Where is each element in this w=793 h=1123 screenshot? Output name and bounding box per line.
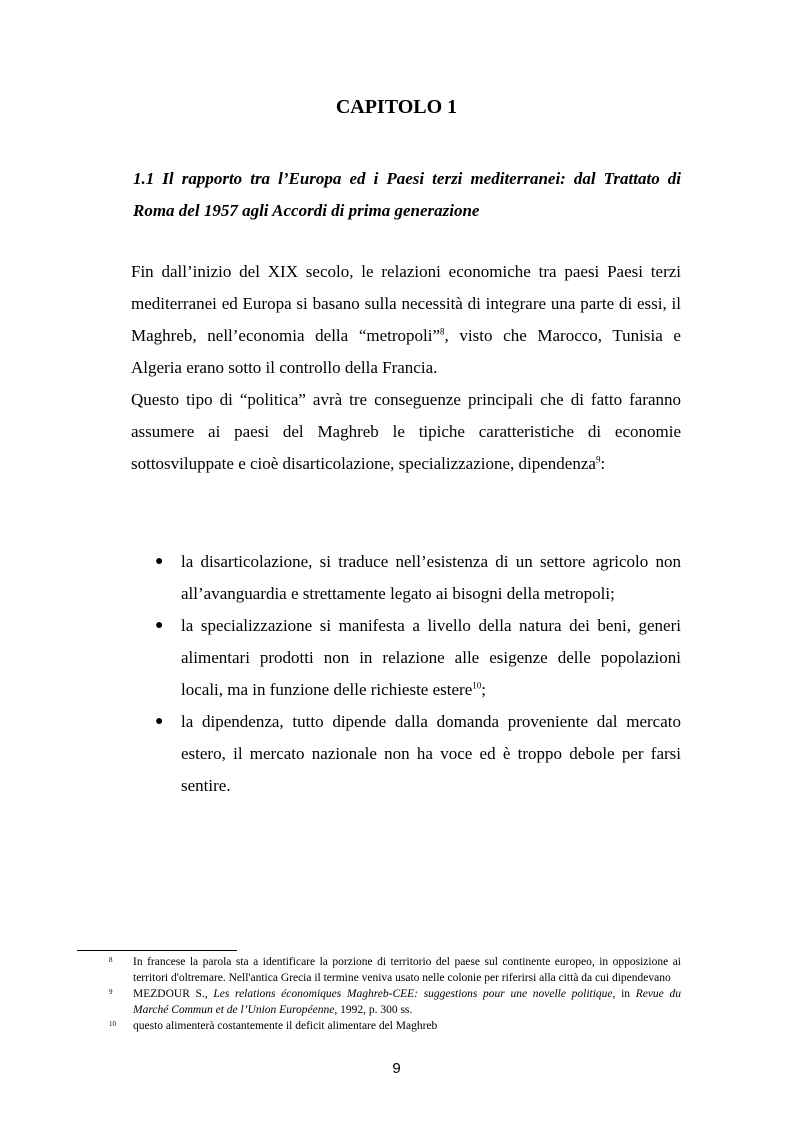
footnote-number: 8 (109, 956, 113, 964)
footnote-ref-8[interactable]: 8 (440, 326, 445, 337)
footnote-ref-9[interactable]: 9 (595, 454, 601, 465)
paragraph-2-text-b: : (600, 454, 606, 473)
footnote-10 (109, 1018, 681, 1034)
footnote-journal: Revue du Marché Commun et de l’Union Européenne (133, 988, 696, 1016)
page-number: 9 (392, 1060, 401, 1077)
footnote-in: in (615, 988, 636, 1000)
body-text (131, 256, 681, 480)
footnote-work-title: Les relations économiques Maghreb-CEE: suggestions pour une novelle politique, (213, 988, 616, 1000)
bullet-icon: ● (155, 618, 164, 633)
bullet-icon: ● (155, 554, 164, 569)
footnote-details: , 1992, p. 300 ss. (334, 1004, 413, 1016)
footnote-number: 10 (109, 1020, 116, 1028)
paragraph-1-text-a: Fin dall’inizio del XIX secolo, le relazioni economiche tra paesi Paesi terzi mediterranei ed Europa si basano sulla necessità di integrare una parte di essi, il Maghreb, nell’economia della “metropoli” (131, 262, 681, 345)
list-item (133, 706, 681, 802)
list-item-text-b: ; (481, 680, 486, 699)
list-item (133, 546, 681, 610)
bullet-icon: ● (155, 714, 164, 729)
footnote-author: MEZDOUR S., (133, 988, 214, 1000)
footnote-8 (109, 954, 681, 986)
paragraph-2 (131, 384, 681, 480)
section-heading: 1.1 Il rapporto tra l’Europa ed i Paesi terzi mediterranei: dal Trattato di Roma del 1957 agli Accordi di prima generazione (133, 169, 681, 220)
footnote-9 (109, 986, 696, 1018)
paragraph-1 (131, 256, 681, 384)
footnote-text: questo alimenterà costantemente il deficit alimentare del Maghreb (133, 1020, 438, 1032)
paragraph-1-text-b: , visto che Marocco, Tunisia e Algeria erano sotto il controllo della Francia. (131, 326, 681, 377)
bullet-list (133, 546, 681, 802)
list-item-text: la disarticolazione, si traduce nell’esistenza di un settore agricolo non all’avanguardia e strettamente legato ai bisogni della metropoli; (181, 552, 681, 603)
footnote-number: 9 (109, 988, 113, 996)
chapter-title: CAPITOLO 1 (335, 96, 458, 118)
footnotes (109, 954, 696, 1034)
footnote-ref-10[interactable]: 10 (472, 680, 482, 691)
list-item-text: la dipendenza, tutto dipende dalla domanda proveniente dal mercato estero, il mercato nazionale non ha voce ed è troppo debole per farsi sentire. (181, 712, 681, 795)
list-item (133, 610, 681, 706)
footnote-separator (77, 950, 237, 951)
footnote-text: In francese la parola sta a identificare la porzione di territorio del paese sul continente europeo, in opposizione ai territori d'oltremare. Nell'antica Grecia il termine veniva usato nelle colonie per riferirsi alla città da cui dipendevano (133, 956, 681, 984)
paragraph-2-text-a: Questo tipo di “politica” avrà tre conseguenze principali che di fatto faranno assumere ai paesi del Maghreb le tipiche caratteristiche di economie sottosviluppate e cioè disarticolazione, specializzazione, dipendenza (131, 390, 681, 473)
list-item-text-a: la specializzazione si manifesta a livello della natura dei beni, generi alimentari prodotti non in relazione alle esigenze delle popolazioni locali, ma in funzione delle richieste estere (181, 616, 681, 699)
